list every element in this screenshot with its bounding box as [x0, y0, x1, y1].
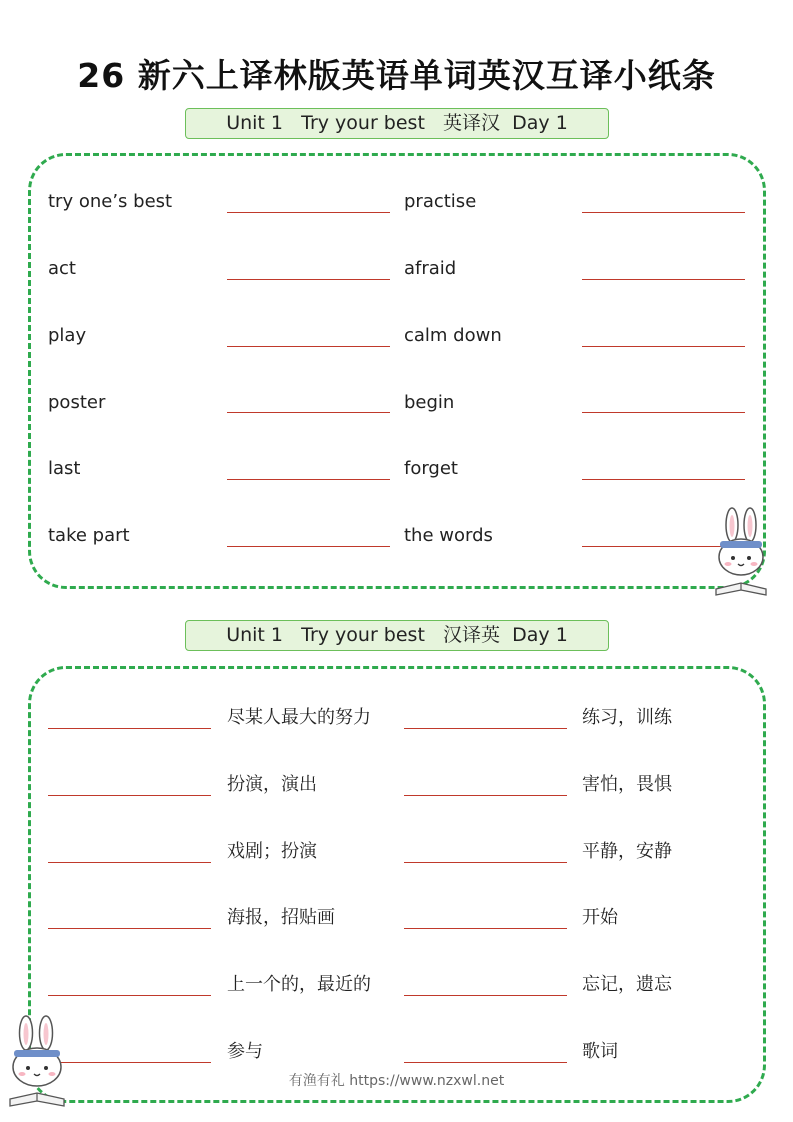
- banner-unit: Unit 1: [226, 112, 283, 134]
- page-title: 26 新六上译林版英语单词英汉互译小纸条: [77, 56, 716, 95]
- word-left-6: 参与: [227, 1041, 263, 1062]
- word-right-1: practise: [404, 191, 477, 212]
- banner-mode: 汉译英: [443, 624, 501, 646]
- answer-blank[interactable]: [227, 279, 390, 280]
- answer-blank[interactable]: [582, 212, 745, 213]
- word-right-6: 歌词: [582, 1041, 618, 1062]
- word-right-4: 开始: [582, 907, 618, 928]
- answer-blank[interactable]: [404, 928, 567, 929]
- word-left-4: 海报，招贴画: [227, 907, 335, 928]
- answer-blank[interactable]: [582, 412, 745, 413]
- word-right-5: 忘记，遗忘: [582, 974, 672, 995]
- word-right-6: the words: [404, 525, 493, 546]
- answer-blank[interactable]: [48, 862, 211, 863]
- word-right-5: forget: [404, 458, 458, 479]
- answer-blank[interactable]: [227, 546, 390, 547]
- word-left-1: try one’s best: [48, 191, 173, 212]
- answer-blank[interactable]: [48, 928, 211, 929]
- section1-banner: [185, 108, 609, 139]
- word-right-4: begin: [404, 392, 455, 413]
- word-right-3: calm down: [404, 325, 502, 346]
- answer-blank[interactable]: [404, 995, 567, 996]
- bunny-reading-icon: [712, 505, 770, 597]
- banner-day: Day 1: [512, 624, 568, 646]
- section1-box: [28, 153, 766, 589]
- answer-blank[interactable]: [404, 728, 567, 729]
- banner-mode: 英译汉: [443, 112, 501, 134]
- answer-blank[interactable]: [404, 1062, 567, 1063]
- answer-blank[interactable]: [404, 795, 567, 796]
- word-left-6: take part: [48, 525, 130, 546]
- banner-day: Day 1: [512, 112, 568, 134]
- word-left-5: 上一个的，最近的: [227, 974, 371, 995]
- word-right-2: 害怕，畏惧: [582, 774, 672, 795]
- answer-blank[interactable]: [48, 1062, 211, 1063]
- banner-topic: Try your best: [301, 624, 425, 646]
- answer-blank[interactable]: [582, 279, 745, 280]
- banner-unit: Unit 1: [226, 624, 283, 646]
- word-right-3: 平静，安静: [582, 841, 672, 862]
- footer-watermark: 有渔有礼 https://www.nzxwl.net: [288, 1073, 505, 1089]
- word-left-3: 戏剧；扮演: [227, 841, 317, 862]
- answer-blank[interactable]: [48, 795, 211, 796]
- answer-blank[interactable]: [48, 995, 211, 996]
- section2-box: [28, 666, 766, 1103]
- answer-blank[interactable]: [48, 728, 211, 729]
- answer-blank[interactable]: [227, 212, 390, 213]
- answer-blank[interactable]: [404, 862, 567, 863]
- answer-blank[interactable]: [582, 479, 745, 480]
- word-right-1: 练习，训练: [582, 707, 672, 728]
- word-left-1: 尽某人最大的努力: [227, 707, 371, 728]
- answer-blank[interactable]: [582, 346, 745, 347]
- word-left-2: 扮演，演出: [227, 774, 317, 795]
- answer-blank[interactable]: [227, 479, 390, 480]
- answer-blank[interactable]: [227, 346, 390, 347]
- answer-blank[interactable]: [227, 412, 390, 413]
- banner-topic: Try your best: [301, 112, 425, 134]
- section2-banner: [185, 620, 609, 651]
- word-left-2: act: [48, 258, 76, 279]
- word-left-3: play: [48, 325, 87, 346]
- word-left-4: poster: [48, 392, 106, 413]
- word-right-2: afraid: [404, 258, 457, 279]
- bunny-reading-icon: [4, 1013, 72, 1109]
- word-left-5: last: [48, 458, 81, 479]
